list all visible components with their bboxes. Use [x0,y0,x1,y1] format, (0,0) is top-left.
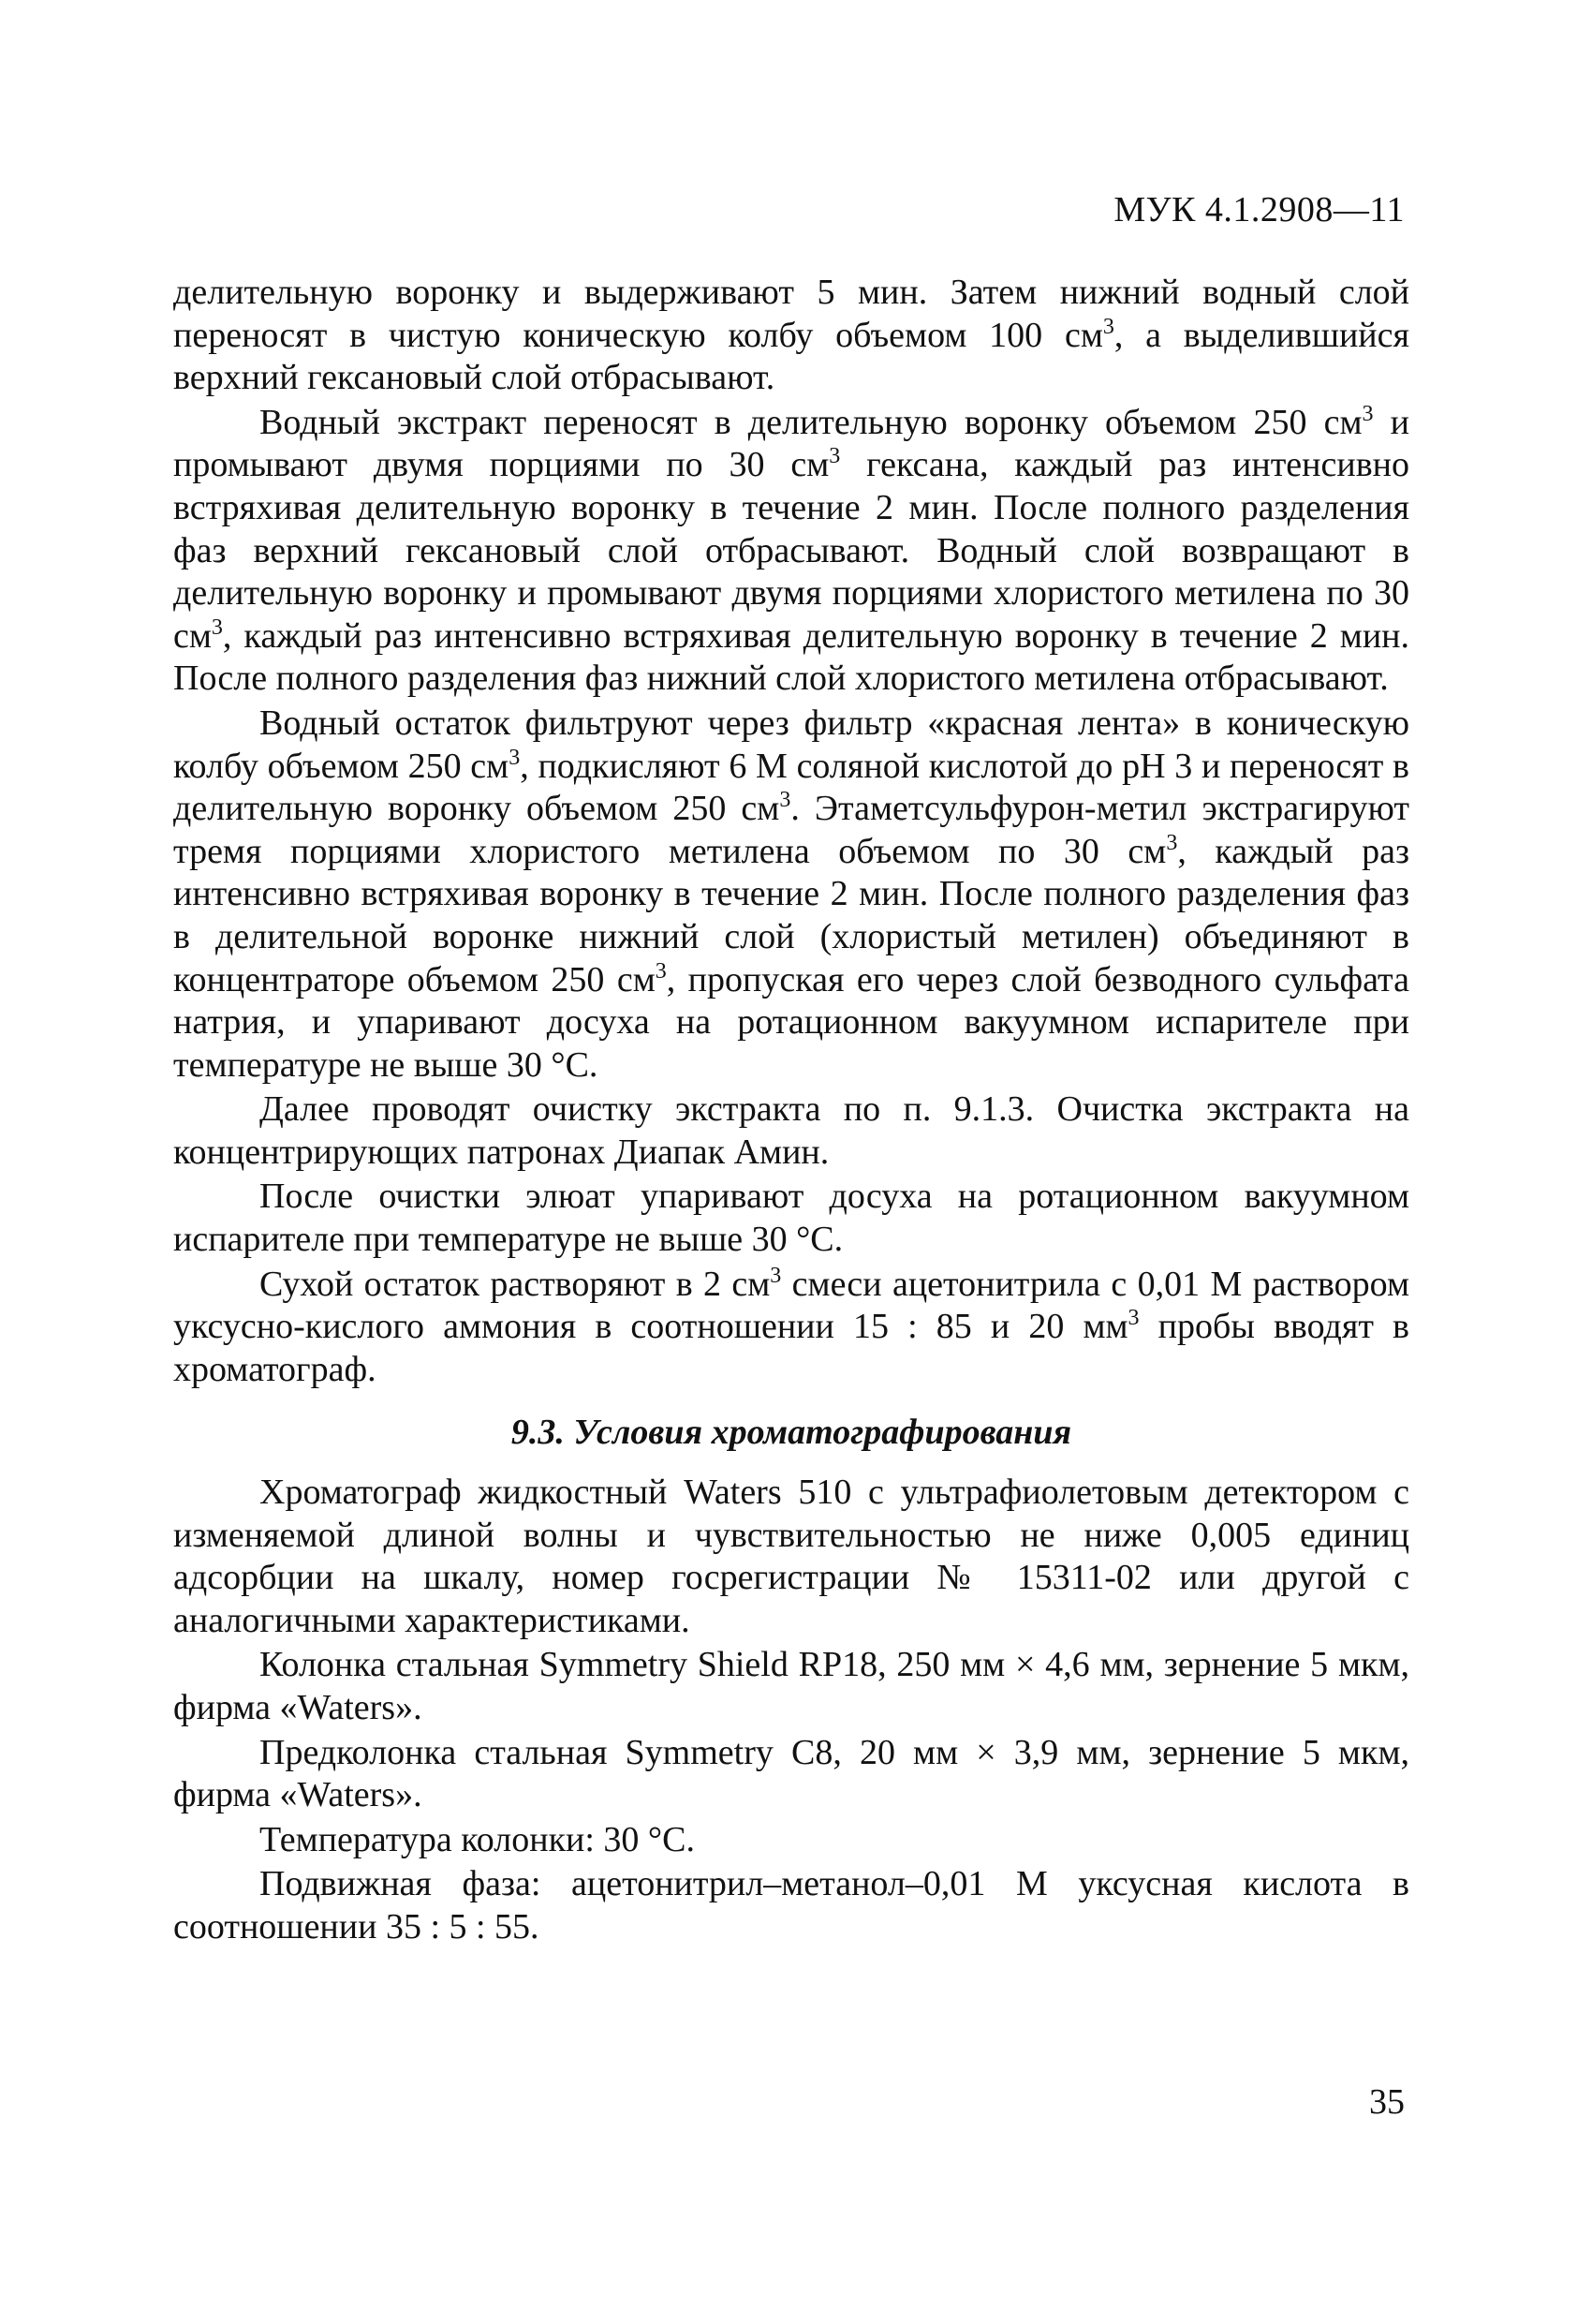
paragraph-text: Температура колонки: 30 °С. [259,1819,695,1859]
paragraph [173,1088,1409,1174]
page-number: 35 [1369,2082,1405,2122]
superscript: 3 [829,444,841,469]
paragraph [173,1176,1409,1261]
paragraph-text: Хроматограф жидкостный Waters 510 с ультрафиолетовым детектором с изменяемой длиной волны и чувствительностью не ниже 0,005 единиц адсорбции на шкалу, номер госрегистрации № 15311-02 или другой с аналогичными характеристиками. [173,1473,1409,1640]
superscript: 3 [655,958,667,984]
paragraph [173,1732,1409,1817]
paragraph-text: , каждый раз интенсивно встряхивая воронку в течение 2 мин. После полного разделения фаз в делительной воронке нижний слой (хлористый метилен) объединяют в концентраторе объемом 250 см [173,831,1410,999]
paragraph [173,1819,1409,1862]
paragraph-text: Колонка стальная Symmetry Shield RP18, 250 мм × 4,6 мм, зернение 5 мкм, фирма «Waters». [173,1645,1409,1727]
paragraph-text: делительную воронку и выдерживают 5 мин. Затем нижний водный слой переносят в чистую коническую колбу объемом 100 см [173,273,1409,355]
paragraph [173,402,1409,701]
paragraph-text: , подкисляют 6 М соляной кислотой до рН 3 и переносят в делительную воронку объемом 250 см [173,746,1409,829]
paragraph-text: пробы вводят в хроматограф. [173,1307,1409,1389]
paragraph [173,703,1409,1087]
paragraph-text: Сухой остаток растворяют в 2 см [259,1264,771,1304]
superscript: 3 [770,1263,782,1288]
page-content [173,272,1409,1949]
paragraph [173,1472,1409,1642]
paragraph-text: гексана, каждый раз интенсивно встряхивая делительную воронку в течение 2 мин. После полного разделения фаз верхний гексановый слой отбрасывают. Водный слой возвращают в делительную воронку и промывают двумя порциями хлористого метилена по 30 см [173,445,1409,656]
paragraph [173,1863,1409,1948]
superscript: 3 [211,614,223,640]
paragraphs-after-section [173,1472,1409,1949]
paragraph-text: , а выделившийся верхний гексановый слой отбрасывают. [173,315,1409,398]
paragraph-text: Далее проводят очистку экстракта по п. 9.1.3. Очистка экстракта на концентрирующих патронах Диапак Амин. [173,1089,1409,1172]
paragraph-text: , каждый раз интенсивно встряхивая делительную воронку в течение 2 мин. После полного разделения фаз нижний слой хлористого метилена отбрасывают. [173,615,1409,699]
section-title: 9.3. Условия хроматографирования [510,1413,1072,1453]
paragraph-text: Предколонка стальная Symmetry C8, 20 мм × 3,9 мм, зернение 5 мкм, фирма «Waters». [173,1732,1409,1815]
paragraph-text: После очистки элюат упаривают досуха на ротационном вакуумном испарителе при температуре не выше 30 °С. [173,1177,1409,1260]
paragraph-text: смеси ацетонитрила с 0,01 М раствором уксусно-кислого аммония в соотношении 15 : 85 и 20 мм [173,1264,1409,1347]
paragraph-text: и промывают двумя порциями по 30 см [173,402,1409,485]
superscript: 3 [1128,1306,1140,1331]
paragraph-text: Подвижная фаза: ацетонитрил–метанол–0,01 М уксусная кислота в соотношении 35 : 5 : 55. [173,1864,1409,1947]
paragraph-text: Водный экстракт переносят в делительную воронку объемом 250 см [259,402,1363,442]
superscript: 3 [1102,314,1114,339]
superscript: 3 [509,745,521,770]
paragraph-text: , пропуская его через слой безводного сульфата натрия, и упаривают досуха на ротационном вакуумном испарителе при температуре не выше 30 °С. [173,959,1409,1085]
paragraph [173,272,1409,400]
paragraph [173,1264,1409,1392]
paragraphs-before-section [173,272,1409,1391]
paragraph [173,1644,1409,1729]
superscript: 3 [1166,830,1178,855]
paragraph-text: Водный остаток фильтруют через фильтр «красная лента» в коническую колбу объемом 250 см [173,703,1409,786]
paragraph-text: . Этаметсульфурон-метил экстрагируют тремя порциями хлористого метилена объемом по 30 см [173,789,1409,871]
document-id: МУК 4.1.2908—11 [1113,190,1405,229]
superscript: 3 [1362,401,1374,426]
superscript: 3 [779,788,791,813]
